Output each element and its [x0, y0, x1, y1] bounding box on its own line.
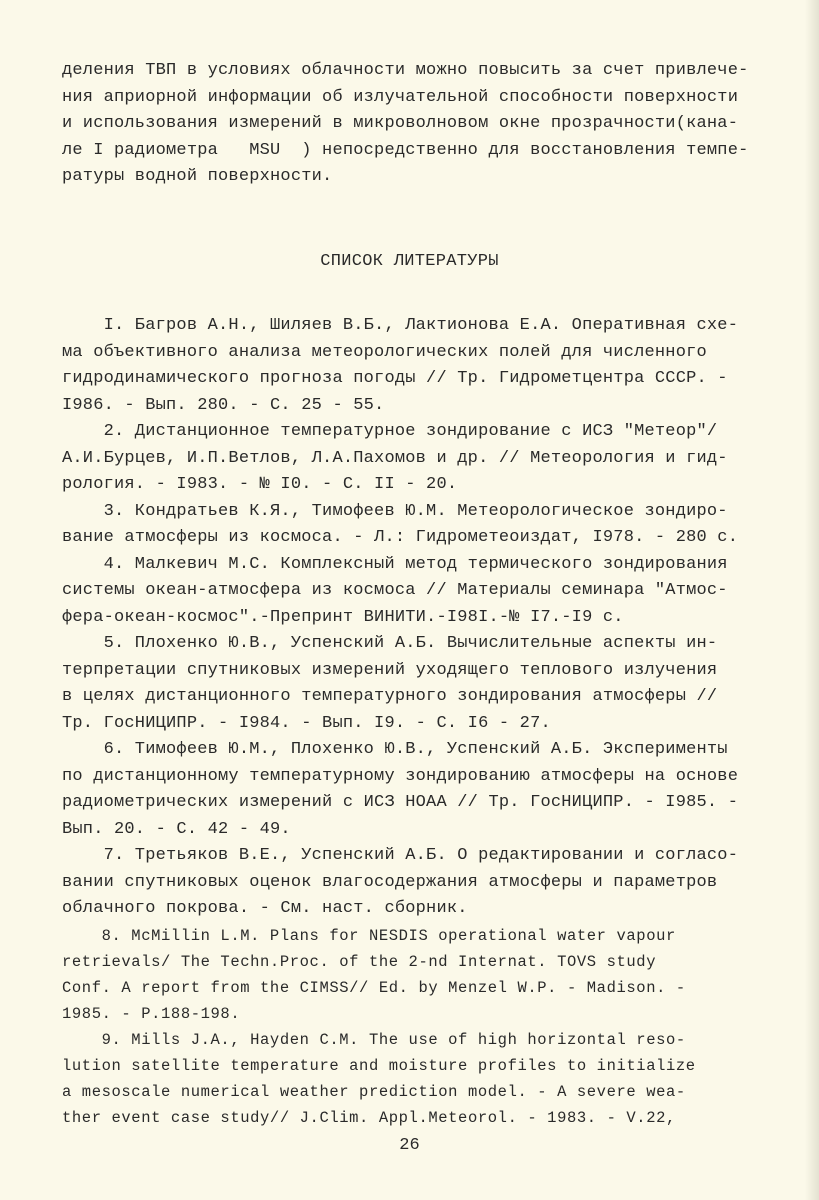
- text-line: гидродинамического прогноза погоды // Тр. Гидрометцентра СССР. -: [62, 369, 728, 388]
- text-line: ther event case study// J.Clim. Appl.Meteorol. - 1983. - V.22,: [62, 1108, 676, 1127]
- intro-paragraph: [62, 58, 782, 191]
- text-line: терпретации спутниковых измерений уходящего теплового излучения: [62, 660, 718, 680]
- text-line: 3. Кондратьев К.Я., Тимофеев Ю.М. Метеорологическое зондиро-: [62, 501, 728, 521]
- text-line: 5. Плохенко Ю.В., Успенский А.Б. Вычислительные аспекты ин-: [62, 634, 718, 653]
- text-line: 8. McMillin L.M. Plans for NESDIS operational water vapour: [62, 926, 676, 945]
- text-line: 6. Тимофеев Ю.М., Плохенко Ю.В., Успенский А.Б. Эксперименты: [62, 740, 728, 759]
- text-line: 4. Малкевич М.С. Комплексный метод термического зондирования: [62, 554, 728, 574]
- reference-item-5: [62, 631, 782, 737]
- text-line: a mesoscale numerical weather prediction model. - A severe wea-: [62, 1082, 686, 1101]
- text-line: деления ТВП в условиях облачности можно повысить за счет привлече-: [62, 61, 749, 80]
- text-line: по дистанционному температурному зондированию атмосферы на основе: [62, 766, 739, 786]
- text-line: I986. - Вып. 280. - С. 25 - 55.: [62, 395, 385, 415]
- text-line: 1985. - P.188-198.: [62, 1004, 241, 1023]
- reference-item-3: [62, 499, 782, 552]
- reference-item-4: [62, 552, 782, 632]
- references-heading: СПИСОК ЛИТЕРАТУРЫ: [320, 252, 499, 271]
- text-line: радиометрических измерений с ИСЗ НОАА // Тр. ГосНИЦИПР. - I985. -: [62, 793, 739, 812]
- reference-item-6: [62, 737, 782, 843]
- text-line: рология. - I983. - № I0. - С. II - 20.: [62, 475, 458, 494]
- text-line: 7. Третьяков В.Е., Успенский А.Б. О редактировании и согласо-: [62, 846, 739, 865]
- reference-item-1: [62, 313, 782, 419]
- text-line: Тр. ГосНИЦИПР. - I984. - Вып. I9. - С. I6 - 27.: [62, 713, 551, 733]
- text-line: ле I радиометра MSU ) непосредственно для восстановления темпе-: [62, 140, 749, 160]
- text-line: ратуры водной поверхности.: [62, 167, 333, 186]
- text-line: lution satellite temperature and moisture profiles to initialize: [62, 1056, 696, 1075]
- text-line: вание атмосферы из космоса. - Л.: Гидрометеоиздат, I978. - 280 с.: [62, 528, 739, 547]
- reference-item-9: [62, 1027, 782, 1131]
- text-line: А.И.Бурцев, И.П.Ветлов, Л.А.Пахомов и др. // Метеорология и гид-: [62, 448, 728, 468]
- page-edge-shadow: [805, 0, 819, 1200]
- reference-list: [62, 313, 782, 1131]
- text-line: I. Багров А.Н., Шиляев В.Б., Лактионова Е.А. Оперативная схе-: [62, 316, 739, 335]
- page-number: 26: [399, 1136, 420, 1155]
- text-line: retrievals/ The Techn.Proc. of the 2-nd Internat. TOVS study: [62, 952, 657, 971]
- text-line: фера-океан-космос".-Препринт ВИНИТИ.-I98I.-№ I7.-I9 с.: [62, 607, 624, 627]
- text-line: системы океан-атмосфера из космоса // Материалы семинара "Атмос-: [62, 581, 728, 600]
- reference-item-2: [62, 419, 782, 499]
- text-line: облачного покрова. - См. наст. сборник.: [62, 899, 468, 918]
- text-line: в целях дистанционного температурного зондирования атмосферы //: [62, 687, 718, 706]
- text-line: Вып. 20. - С. 42 - 49.: [62, 819, 291, 839]
- text-line: 9. Mills J.A., Hayden C.M. The use of high horizontal reso-: [62, 1030, 686, 1049]
- text-line: ма объективного анализа метеорологических полей для численного: [62, 342, 707, 362]
- reference-item-8: [62, 923, 782, 1027]
- reference-item-7: [62, 843, 782, 923]
- text-line: 2. Дистанционное температурное зондирование с ИСЗ "Метеор"/: [62, 422, 718, 441]
- text-line: Conf. A report from the CIMSS// Ed. by Menzel W.P. - Madison. -: [62, 978, 686, 997]
- text-line: вании спутниковых оценок влагосодержания атмосферы и параметров: [62, 872, 718, 892]
- text-line: ния априорной информации об излучательной способности поверхности: [62, 87, 739, 107]
- text-line: и использования измерений в микроволновом окне прозрачности(кана-: [62, 114, 739, 133]
